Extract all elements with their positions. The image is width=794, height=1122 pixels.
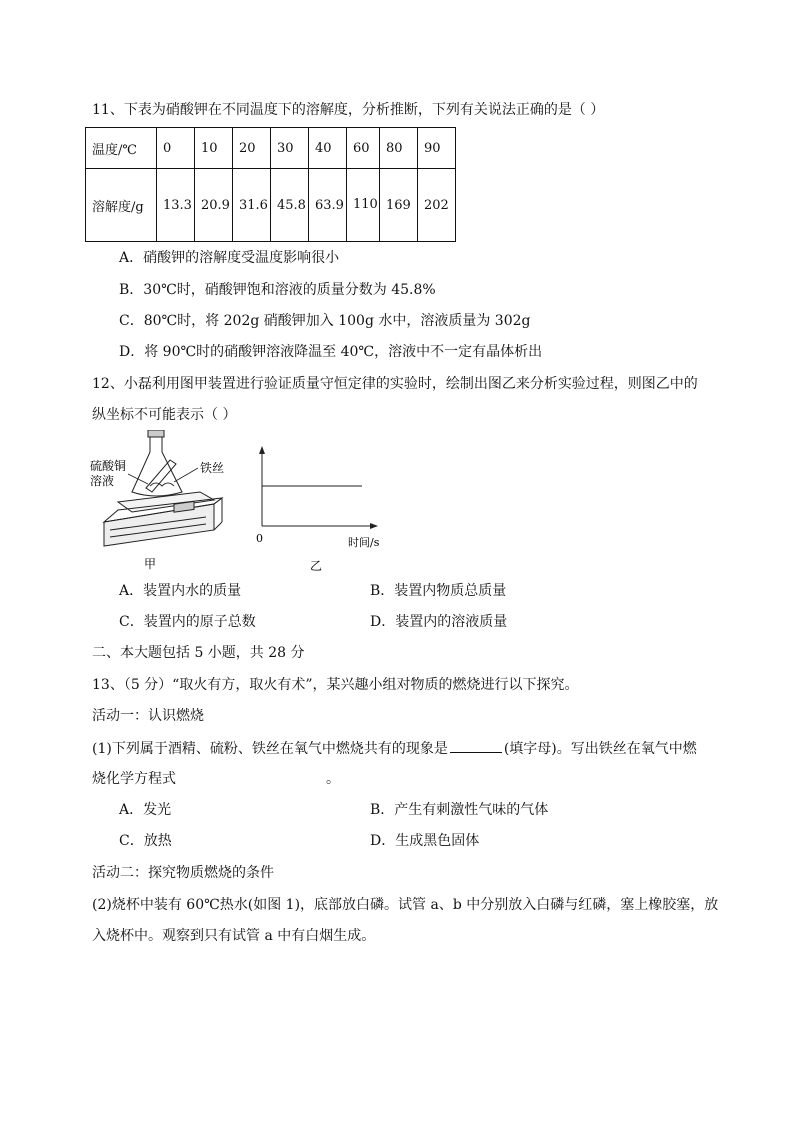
graph-yi [259, 446, 378, 529]
table-cell: 63.9 [309, 169, 347, 242]
graph-origin: 0 [256, 532, 263, 545]
q13-part1-line2 [92, 769, 340, 789]
q11-stem: 11、下表为硝酸钾在不同温度下的溶解度，分析推断，下列有关说法正确的是（ ） [92, 102, 605, 118]
table-cell: 20.9 [195, 169, 233, 242]
q12-option-c: C．装置内的原子总数 [119, 614, 256, 630]
table-cell: 40 [309, 128, 347, 169]
table-header-solubility: 溶解度/g [86, 169, 157, 242]
table-cell: 45.8 [271, 169, 309, 242]
q11-option-d: D．将 90℃时的硝酸钾溶液降温至 40℃，溶液中不一定有晶体析出 [119, 344, 543, 360]
q11-option-a: A．硝酸钾的溶解度受温度影响很小 [119, 250, 340, 266]
x-axis-arrow-icon [370, 523, 378, 529]
q12-option-b: B．装置内物质总质量 [370, 583, 507, 599]
q12-stem-line1: 12、小磊利用图甲装置进行验证质量守恒定律的实验时，绘制出图乙来分析实验过程，则图乙中的 [92, 376, 698, 392]
table-cell: 60 [347, 128, 380, 169]
balance-scale [104, 492, 222, 546]
q13-option-d: D．生成黑色固体 [370, 833, 480, 849]
q13-part1-text-c: 烧化学方程式 [92, 771, 176, 787]
table-cell: 0 [157, 128, 195, 169]
q13-option-b: B．产生有刺激性气味的气体 [370, 802, 549, 818]
q13-option-a: A．发光 [119, 802, 172, 818]
table-cell: 110 [347, 169, 380, 242]
q13-part1-text-b: (填字母)。写出铁丝在氧气中燃 [503, 741, 697, 757]
table-header-temp: 温度/℃ [86, 128, 157, 169]
table-cell: 20 [233, 128, 271, 169]
caption-yi: 乙 [310, 559, 323, 573]
y-axis-arrow-icon [259, 446, 265, 454]
q13-activity1: 活动一：认识燃烧 [92, 708, 204, 724]
solubility-table [85, 127, 456, 242]
table-cell: 13.3 [157, 169, 195, 242]
answer-blank[interactable] [450, 738, 502, 753]
table-cell: 80 [380, 128, 418, 169]
label-iron-wire: 铁丝 [200, 461, 225, 475]
q12-option-a: A．装置内水的质量 [119, 583, 242, 599]
caption-jia: 甲 [144, 557, 157, 571]
graph-x-label: 时间/s [348, 536, 380, 549]
table-cell: 31.6 [233, 169, 271, 242]
label-solution: 溶液 [90, 474, 115, 488]
section-heading: 二、本大题包括 5 小题，共 28 分 [92, 645, 305, 661]
q13-part1-text-d: 。 [326, 771, 340, 787]
q13-stem: 13、（5 分）“取火有方，取火有术”，某兴趣小组对物质的燃烧进行以下探究。 [92, 677, 579, 693]
q13-part2-line1: (2)烧杯中装有 60℃热水(如图 1)，底部放白磷。试管 a、b 中分别放入白磷与红磷，塞上橡胶塞，放 [92, 897, 719, 913]
q12-option-d: D．装置内的溶液质量 [370, 614, 508, 630]
figure-callouts [128, 468, 198, 484]
q13-part2-line2: 入烧杯中。观察到只有试管 a 中有白烟生成。 [92, 928, 376, 944]
q13-part1-line1 [92, 738, 697, 759]
q13-activity2: 活动二：探究物质燃烧的条件 [92, 865, 274, 881]
label-copper-sulfate: 硫酸铜 [90, 459, 127, 473]
conical-flask [132, 430, 182, 496]
q11-option-b: B．30℃时，硝酸钾饱和溶液的质量分数为 45.8% [119, 282, 436, 298]
table-cell: 30 [271, 128, 309, 169]
q13-option-c: C．放热 [119, 833, 172, 849]
table-cell: 169 [380, 169, 418, 242]
q13-part1-text-a: (1)下列属于酒精、硫粉、铁丝在氧气中燃烧共有的现象是 [92, 741, 448, 757]
q11-option-c: C．80℃时，将 202g 硝酸钾加入 100g 水中，溶液质量为 302g [119, 313, 531, 329]
table-cell: 90 [418, 128, 456, 169]
table-cell: 10 [195, 128, 233, 169]
q12-stem-line2: 纵坐标不可能表示（ ） [92, 407, 237, 423]
table-row [86, 169, 456, 242]
q12-figure [90, 430, 400, 575]
table-row [86, 128, 456, 169]
table-cell: 202 [418, 169, 456, 242]
